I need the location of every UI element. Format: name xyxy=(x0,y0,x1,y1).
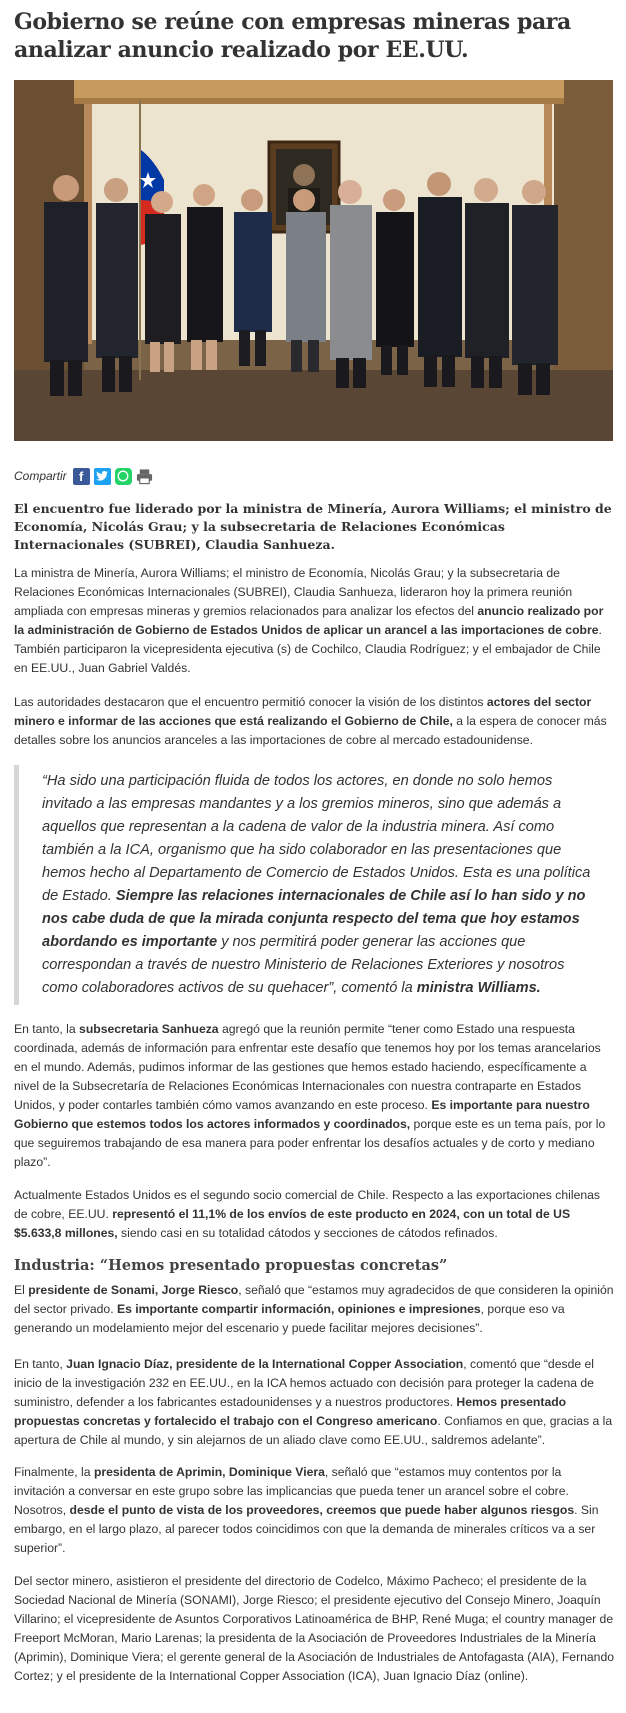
twitter-icon[interactable] xyxy=(94,468,111,485)
article-title: Gobierno se reúne con empresas mineras para analizar anuncio realizado por EE.UU. xyxy=(14,9,571,63)
paragraph-3: En tanto, la subsecretaria Sanhueza agregó que la reunión permite “tener como Estado una respuesta coordinada, además de información para enfrentar este desafío que tenemos hoy por los temas arancelarios en el mundo. Además, pudimos informar de las gestiones que hemos estado haciendo, específicamente a nivel de la Subsecretaría de Relaciones Económicas Internacionales con nuestra contraparte en Estados Unidos, y poder contarles también cómo vamos avanzando en este proceso. Es importante para nuestro Gobierno que estemos todos los actores informados y coordinados, porque este es un tema país, por lo que seguiremos trabajando de esa manera para poder enfrentar los desafíos actuales y de corto y mediano plazo”. xyxy=(14,1022,606,1169)
share-bar xyxy=(14,465,153,487)
paragraph-7: Finalmente, la presidenta de Aprimin, Dominique Viera, señaló que “estamos muy contentos por la invitación a conversar en este grupo sobre las implicancias que pueda tener un arancel sobre el cobre. Nosotros, desde el punto de vista de los proveedores, creemos que puede haber algunos riesgos. Sin embargo, en el largo plazo, al parecer todos coincidimos con que la demanda de minerales críticos va a ser superior”. xyxy=(14,1465,599,1555)
paragraph-2: Las autoridades destacaron que el encuentro permitió conocer la visión de los distintos actores del sector minero e informar de las acciones que está realizando el Gobierno de Chile, a la espera de conocer más detalles sobre los anuncios aranceles a las importaciones de cobre al mercado estadounidense. xyxy=(14,695,607,747)
paragraph-1: La ministra de Minería, Aurora Williams; el ministro de Economía, Nicolás Grau; y la subsecretaria de Relaciones Económicas Internacionales (SUBREI), Claudia Sanhueza, lideraron hoy la primera reunión ampliada con empresas mineras y gremios relacionados para analizar los efectos del anuncio realizado por la administración de Gobierno de Estados Unidos de aplicar un arancel a las importaciones de cobre. También participaron la vicepresidenta ejecutiva (s) de Cochilco, Claudia Rodríguez; y el embajador de Chile en EE.UU., Juan Gabriel Valdés. xyxy=(14,566,604,675)
paragraph-6: En tanto, Juan Ignacio Díaz, presidente de la International Copper Association, comentó que “desde el inicio de la investigación 232 en EE.UU., en la ICA hemos actuado con decisión para proteger la cadena de suministro, defender a los fabricantes estadounidenses y a nuestros productores. Hemos presentado propuestas concretas y fortalecido el trabajo con el Congreso americano. Confiamos en que, gracias a la apertura de Chile al mundo, y sin alejarnos de un aliado clave como EE.UU., saldremos adelante”. xyxy=(14,1357,613,1447)
share-label: Compartir xyxy=(14,469,67,483)
paragraph-8: Del sector minero, asistieron el presidente del directorio de Codelco, Máximo Pacheco; el presidente de la Sociedad Nacional de Minería (SONAMI), Jorge Riesco; el presidente ejecutivo del Consejo Minero, Joaquín Villarino; el vicepresidente de Asuntos Corporativos Latinoamérica de BHP, René Muga; el country manager de Freeport McMoran, Mario Larenas; la presidenta de la Asociación de Proveedores Industriales de la Minería (Aprimin), Dominique Viera; el gerente general de la Asociación de Industriales de Antofagasta (AIA), Fernando Cortez; y el presidente de la International Copper Association (ICA), Juan Ignacio Díaz (online). xyxy=(14,1574,615,1683)
paragraph-4: Actualmente Estados Unidos es el segundo socio comercial de Chile. Respecto a las exportaciones chilenas de cobre, EE.UU. representó el 11,1% de los envíos de este producto en 2024, con un total de US $5.633,8 millones, siendo casi en su totalidad cátodos y secciones de cátodos refinados. xyxy=(14,1188,600,1240)
blockquote: “Ha sido una participación fluida de todos los actores, en donde no solo hemos invitado a las empresas mandantes y a los gremios mineros, sino que además a aquellos que representan a la cadena de valor de la industria minera. Así como también a la ICA, organismo que ha sido colaborador en las presentaciones que hemos hecho al Departamento de Comercio de Estados Unidos. Esta es una política de Estado. Siempre las relaciones internacionales de Chile así lo han sido y no nos cabe duda de que la mirada conjunta respecto del tema que hoy estamos abordando es importante y nos permitirá poder generar las acciones que correspondan a través de nuestro Ministerio de Relaciones Exteriores y nosotros como colaboradores activos de su quehacer”, comentó la ministra Williams. xyxy=(14,765,604,1005)
facebook-icon[interactable]: f xyxy=(73,468,90,485)
print-icon[interactable] xyxy=(136,468,153,485)
article-lead: El encuentro fue liderado por la ministra de Minería, Aurora Williams; el ministro de Economía, Nicolás Grau; y la subsecretaria de Relaciones Económicas Internacionales (SUBREI), Claudia Sanhueza. xyxy=(14,501,612,552)
whatsapp-icon[interactable] xyxy=(115,468,132,485)
subheading: Industria: “Hemos presentado propuestas concretas” xyxy=(14,1257,448,1274)
group-photo xyxy=(14,80,613,441)
paragraph-5: El presidente de Sonami, Jorge Riesco, señaló que “estamos muy agradecidos de que consideren la opinión del sector privado. Es importante compartir información, opiniones e impresiones, porque eso va generando un modelamiento mejor del escenario y puede facilitar mejores decisiones”. xyxy=(14,1283,614,1335)
